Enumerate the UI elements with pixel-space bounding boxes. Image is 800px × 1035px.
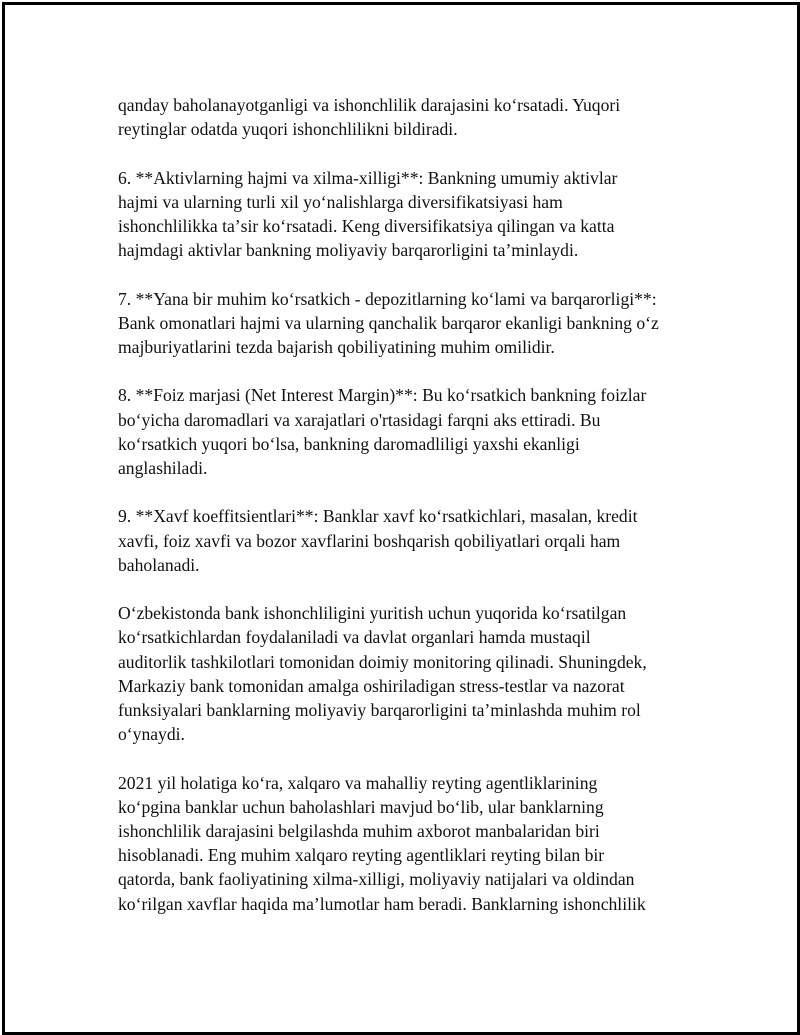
text-line: hisoblanadi. Eng muhim xalqaro reyting agentliklari reyting bilan bir xyxy=(118,845,605,866)
text-line: reytinglar odatda yuqori ishonchlilikni bildiradi. xyxy=(118,119,458,140)
text-line: 2021 yil holatiga koʻra, xalqaro va mahalliy reyting agentliklarining xyxy=(118,772,598,793)
text-line: hajmi va ularning turli xil yoʻnalishlarga diversifikatsiyasi ham xyxy=(118,191,563,212)
text-line: hajmdagi aktivlar bankning moliyaviy barqarorligini taʼminlaydi. xyxy=(118,240,579,261)
text-line: qatorda, bank faoliyatining xilma-xilligi, moliyaviy natijalari va oldindan xyxy=(118,869,635,890)
paragraph-item-6-assets xyxy=(118,166,708,263)
paragraph-item-8-interest-margin xyxy=(118,383,708,480)
paragraph-item-9-risk-ratios xyxy=(118,504,708,577)
text-line: funksiyalari banklarning moliyaviy barqarorligini taʼminlashda muhim rol xyxy=(118,700,641,720)
text-line: Oʻzbekistonda bank ishonchliligini yuritish uchun yuqorida koʻrsatilgan xyxy=(118,603,627,624)
paragraph-2021-rating-agencies xyxy=(118,771,708,916)
text-line: Markaziy bank tomonidan amalga oshiriladigan stress-testlar va nazorat xyxy=(118,675,625,696)
document-body xyxy=(118,93,708,940)
text-line: koʻrilgan xavflar haqida maʼlumotlar ham beradi. Banklarning ishonchlilik xyxy=(118,893,646,914)
text-line: Bank omonatlari hajmi va ularning qanchalik barqaror ekanligi bankning oʻz xyxy=(118,312,659,333)
text-line: 9. **Xavf koeffitsientlari**: Banklar xavf koʻrsatkichlari, masalan, kredit xyxy=(118,506,638,527)
text-line: boʻyicha daromadlari va xarajatlari o'rtasidagi farqni aks ettiradi. Bu xyxy=(118,409,601,430)
text-line: koʻrsatkichlardan foydalaniladi va davlat organlari hamda mustaqil xyxy=(118,627,591,648)
paragraph-item-7-deposits xyxy=(118,287,708,360)
text-line: baholanadi. xyxy=(118,554,200,575)
text-line: oʻynaydi. xyxy=(118,724,185,745)
text-line: 7. **Yana bir muhim koʻrsatkich - depozitlarning koʻlami va barqarorligi**: xyxy=(118,288,657,309)
text-line: 8. **Foiz marjasi (Net Interest Margin)**: Bu koʻrsatkich bankning foizlar xyxy=(118,385,647,406)
text-line: anglashiladi. xyxy=(118,458,208,478)
paragraph-uzbekistan-monitoring xyxy=(118,601,708,746)
text-line: auditorlik tashkilotlari tomonidan doimiy monitoring qilinadi. Shuningdek, xyxy=(118,651,647,672)
text-line: 6. **Aktivlarning hajmi va xilma-xilligi**: Bankning umumiy aktivlar xyxy=(118,167,618,188)
text-line: ishonchlilikka taʼsir koʻrsatadi. Keng diversifikatsiya qilingan va katta xyxy=(118,216,615,236)
text-line: qanday baholanayotganligi va ishonchlilik darajasini koʻrsatadi. Yuqori xyxy=(118,95,621,115)
text-line: majburiyatlarini tezda bajarish qobiliyatining muhim omilidir. xyxy=(118,337,555,357)
text-line: ishonchlilik darajasini belgilashda muhim axborot manbalaridan biri xyxy=(118,821,600,841)
text-line: koʻpgina banklar uchun baholashlari mavjud boʻlib, ular banklarning xyxy=(118,796,604,817)
text-line: koʻrsatkich yuqori boʻlsa, bankning daromadliligi yaxshi ekanligi xyxy=(118,433,580,454)
text-line: xavfi, foiz xavfi va bozor xavflarini boshqarish qobiliyatlari orqali ham xyxy=(118,530,621,551)
paragraph-rating-continuation xyxy=(118,93,708,141)
